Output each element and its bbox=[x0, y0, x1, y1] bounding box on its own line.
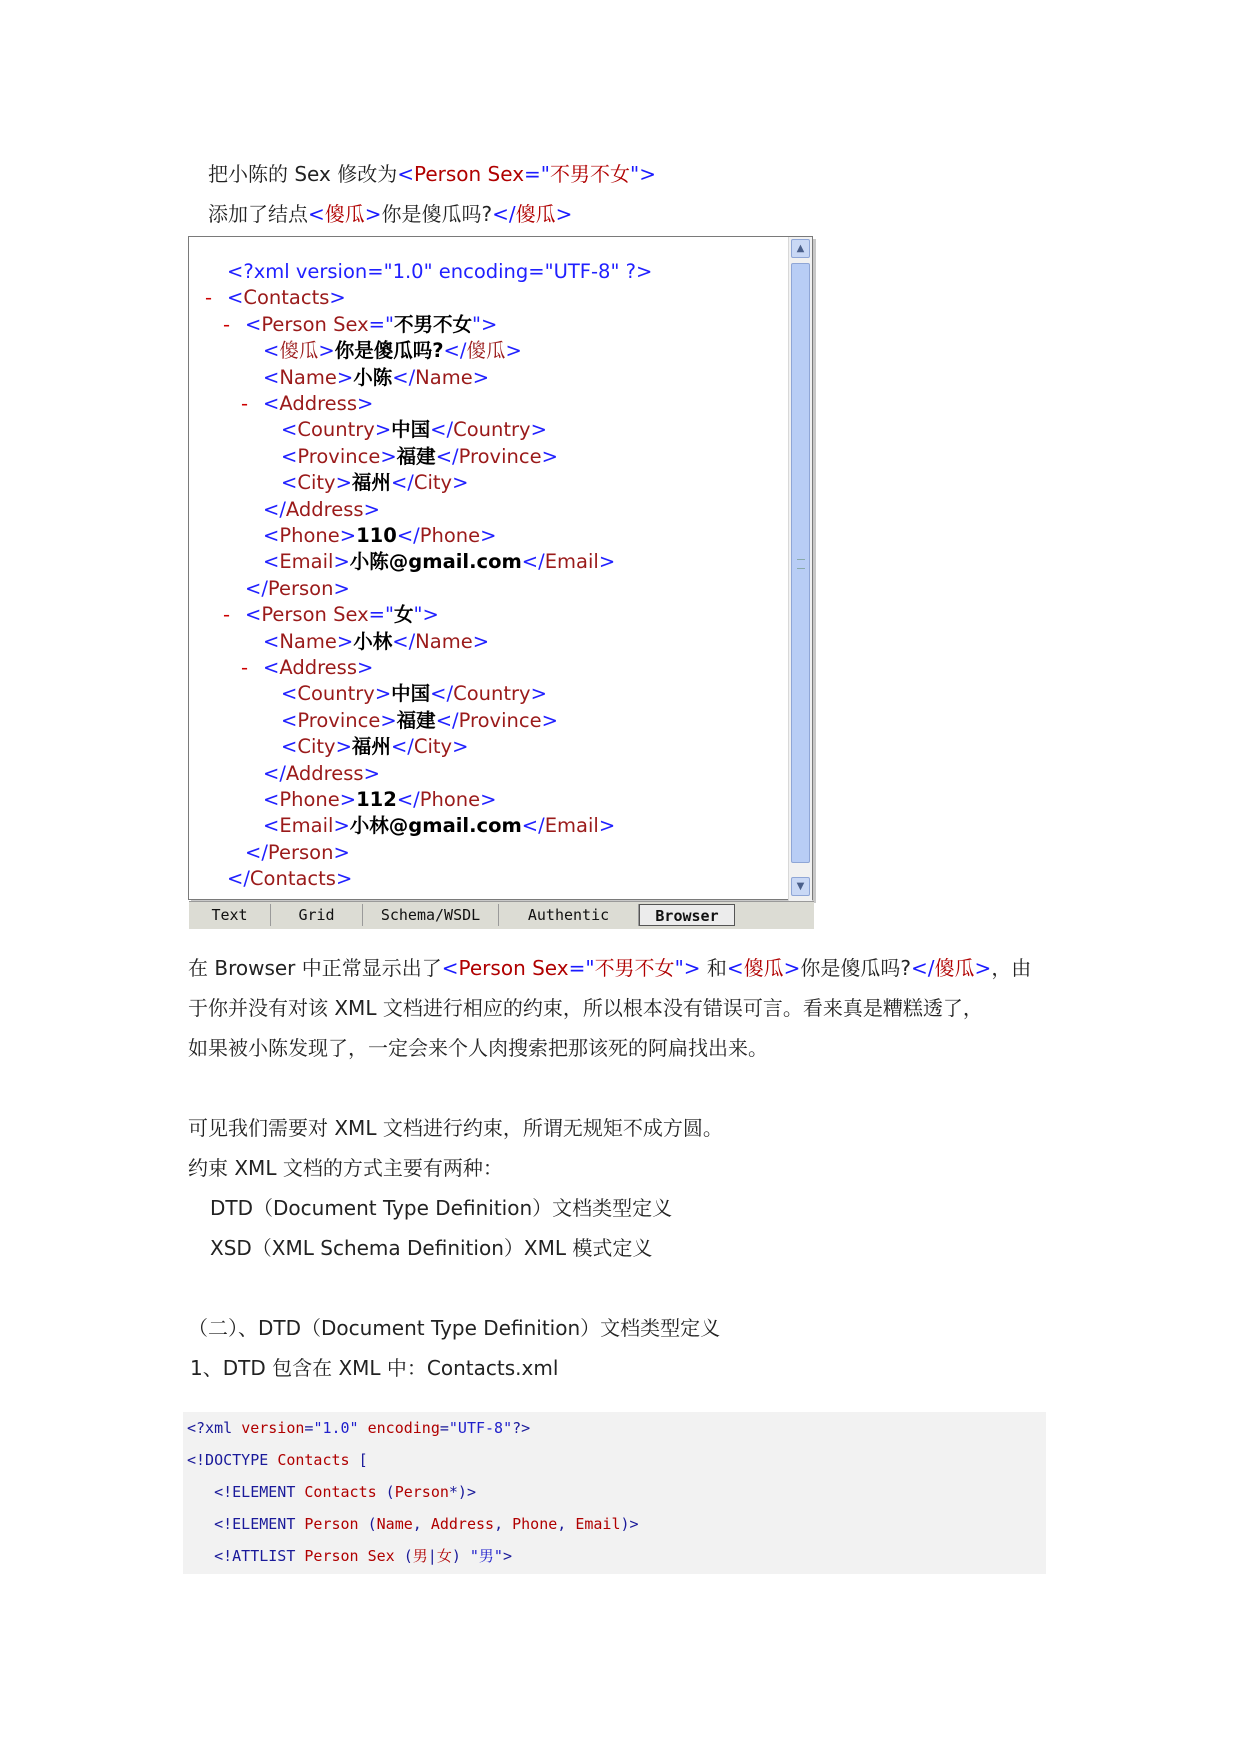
code-token: encoding bbox=[367, 1419, 440, 1437]
bracket: < bbox=[441, 956, 459, 980]
xml-token: Person bbox=[261, 603, 327, 627]
xml-token: </ bbox=[521, 550, 545, 574]
xml-token: 傻瓜 bbox=[466, 339, 506, 363]
xml-token: > bbox=[335, 867, 353, 891]
section-heading-3: 1、DTD 包含在 XML 中：Contacts.xml bbox=[190, 1356, 559, 1380]
xml-token: </ bbox=[396, 788, 420, 811]
xml-token: > bbox=[335, 471, 352, 495]
tab-schema-wsdl[interactable]: Schema/WSDL bbox=[363, 904, 499, 926]
code-token bbox=[359, 1419, 368, 1437]
tag-name: 傻瓜 bbox=[515, 202, 556, 226]
attr-name: Sex bbox=[481, 162, 525, 186]
intro-line-1-text: 把小陈的 Sex 修改为 bbox=[208, 162, 398, 186]
xml-token: < bbox=[281, 444, 298, 468]
code-token: = bbox=[439, 1419, 449, 1437]
tab-grid[interactable]: Grid bbox=[271, 904, 363, 926]
xml-token: </ bbox=[245, 840, 268, 864]
xml-token: < bbox=[263, 656, 280, 679]
bracket: </ bbox=[492, 202, 516, 226]
xml-token: Person bbox=[261, 312, 327, 336]
tag-name: Person bbox=[458, 956, 526, 980]
xml-token: </ bbox=[435, 708, 459, 732]
xml-token: Phone bbox=[279, 788, 340, 811]
tab-browser[interactable]: Browser bbox=[639, 904, 735, 926]
code-token: ( bbox=[394, 1547, 413, 1565]
xml-token: > bbox=[339, 788, 357, 811]
xml-token: 福建 bbox=[396, 708, 436, 732]
section-heading-2: （二）、DTD（Document Type Definition）文档类型定义 bbox=[188, 1316, 721, 1340]
bracket: > bbox=[555, 202, 573, 226]
xml-token: Sex bbox=[326, 312, 369, 336]
xml-token: Address bbox=[279, 656, 358, 679]
xml-token: </ bbox=[263, 497, 286, 521]
code-line bbox=[187, 1476, 476, 1508]
xml-token: > bbox=[333, 840, 350, 864]
xml-token: </ bbox=[227, 867, 250, 891]
xml-token: > bbox=[472, 629, 490, 653]
code-token: ( bbox=[358, 1515, 377, 1533]
xml-token: Phone bbox=[279, 524, 340, 547]
collapse-toggle-icon[interactable]: - bbox=[223, 312, 231, 336]
xml-token: </ bbox=[390, 471, 414, 495]
code-token: , bbox=[412, 1515, 431, 1533]
code-token: Sex bbox=[367, 1547, 395, 1565]
code-token: *)> bbox=[448, 1483, 476, 1501]
xml-token: > bbox=[333, 550, 350, 574]
xml-token: > bbox=[363, 761, 380, 785]
xml-token: > bbox=[333, 814, 350, 838]
code-line bbox=[187, 1412, 530, 1444]
xml-token: 小林 bbox=[353, 629, 393, 653]
xml-token: Name bbox=[415, 365, 473, 389]
xml-token: </ bbox=[396, 524, 420, 547]
xml-token: </ bbox=[430, 682, 454, 706]
xml-token: < bbox=[263, 788, 280, 811]
xml-token: 福州 bbox=[351, 735, 391, 759]
xml-token: < bbox=[245, 603, 262, 627]
tag-name: 傻瓜 bbox=[324, 202, 365, 226]
code-token: | bbox=[427, 1547, 437, 1565]
xml-token: > bbox=[452, 471, 469, 495]
intro-line-2-text: 添加了结点 bbox=[208, 202, 308, 226]
xml-token: 女 bbox=[393, 603, 414, 627]
xml-token: 福州 bbox=[351, 471, 391, 495]
code-token: 女 bbox=[436, 1547, 452, 1565]
code-token: Contacts bbox=[277, 1451, 350, 1469]
attr-name: Sex bbox=[525, 956, 569, 980]
xml-token: </ bbox=[263, 761, 286, 785]
code-token: Address bbox=[430, 1515, 495, 1533]
xml-token: </ bbox=[392, 365, 416, 389]
bracket: </ bbox=[911, 956, 935, 980]
xml-token: </ bbox=[430, 418, 454, 442]
intro-line-2 bbox=[208, 200, 572, 228]
bracket: < bbox=[397, 162, 414, 186]
xml-token: > bbox=[374, 418, 392, 442]
xml-token: 不男不女 bbox=[393, 312, 472, 336]
element-text: 你是傻瓜吗? bbox=[381, 202, 493, 226]
xml-token: > bbox=[541, 444, 558, 468]
section-text-1: 可见我们需要对 XML 文档进行约束，所谓无规矩不成方圆。 bbox=[188, 1116, 723, 1140]
code-line bbox=[187, 1508, 639, 1540]
attr-eq: =" bbox=[524, 162, 550, 186]
xml-token: > bbox=[336, 629, 354, 653]
xml-token: =" bbox=[368, 312, 394, 336]
xml-token: Province bbox=[458, 444, 542, 468]
xml-token: > bbox=[530, 418, 547, 442]
collapse-toggle-icon[interactable]: - bbox=[205, 286, 213, 310]
attr-value: 不男不女 bbox=[594, 956, 675, 980]
xml-token: </ bbox=[521, 814, 545, 838]
xml-token: > bbox=[598, 550, 616, 574]
xml-token: </ bbox=[443, 339, 467, 363]
collapse-toggle-icon[interactable]: - bbox=[241, 656, 249, 679]
code-token: )> bbox=[620, 1515, 639, 1533]
xml-token: 你是傻瓜吗? bbox=[334, 339, 444, 363]
xml-token: < bbox=[281, 471, 298, 495]
scrollbar-thumb[interactable] bbox=[791, 263, 810, 863]
xml-token: < bbox=[281, 735, 298, 759]
tab-authentic[interactable]: Authentic bbox=[499, 904, 639, 926]
xml-token: > bbox=[339, 524, 357, 547]
xml-token: Contacts bbox=[243, 286, 330, 310]
xml-token: < bbox=[263, 524, 280, 547]
xml-token: </ bbox=[392, 629, 416, 653]
code-token: <!ELEMENT bbox=[187, 1515, 305, 1533]
code-token bbox=[359, 1547, 368, 1565]
xml-token: Province bbox=[458, 708, 542, 732]
xml-token: > bbox=[598, 814, 616, 838]
view-tabs bbox=[189, 901, 814, 929]
bracket: < bbox=[726, 956, 744, 980]
xml-token: Province bbox=[297, 444, 381, 468]
xml-token: > bbox=[530, 682, 547, 706]
xml-token: <?xml version="1.0" encoding="UTF-8" ?> bbox=[227, 260, 653, 283]
xml-token: Sex bbox=[326, 603, 369, 627]
xml-token: > bbox=[374, 682, 392, 706]
xml-token: Email bbox=[279, 550, 334, 574]
xml-token: 小林@gmail.com bbox=[349, 814, 522, 838]
xml-token: > bbox=[363, 497, 380, 521]
code-token: ( bbox=[376, 1483, 395, 1501]
xml-token: Name bbox=[279, 365, 337, 389]
code-line bbox=[187, 1444, 368, 1476]
xml-token: "> bbox=[413, 603, 439, 627]
xml-token: Name bbox=[415, 629, 473, 653]
xml-token: < bbox=[227, 286, 244, 310]
xml-token: Province bbox=[297, 708, 381, 732]
code-token: ?> bbox=[512, 1419, 531, 1437]
code-token: Person bbox=[304, 1547, 359, 1565]
element-text: 你是傻瓜吗? bbox=[800, 956, 912, 980]
xml-token: Country bbox=[453, 682, 531, 706]
xml-token: Address bbox=[285, 761, 364, 785]
xml-viewer-screenshot bbox=[188, 236, 813, 925]
xml-token: < bbox=[263, 339, 280, 363]
xml-token: Email bbox=[544, 814, 599, 838]
code-line bbox=[187, 1540, 512, 1572]
xml-tree-view bbox=[189, 237, 788, 899]
code-token: [ bbox=[349, 1451, 368, 1469]
xml-token: > bbox=[318, 339, 335, 363]
xml-token: Country bbox=[297, 418, 375, 442]
xml-token: < bbox=[263, 814, 280, 838]
xml-token: </ bbox=[245, 576, 268, 600]
xml-token: Address bbox=[279, 392, 358, 415]
code-token: ) bbox=[451, 1547, 470, 1565]
xml-token: > bbox=[380, 708, 397, 732]
collapse-toggle-icon[interactable]: - bbox=[223, 603, 231, 627]
xml-token: > bbox=[380, 444, 397, 468]
code-token: , bbox=[494, 1515, 513, 1533]
xml-token: Person bbox=[267, 840, 334, 864]
code-token: <?xml bbox=[187, 1419, 242, 1437]
code-token: 男 bbox=[412, 1547, 428, 1565]
xml-token: "> bbox=[471, 312, 498, 336]
attr-value: 不男不女 bbox=[550, 162, 630, 186]
bracket: < bbox=[308, 202, 325, 226]
xml-token: < bbox=[263, 392, 280, 415]
xml-token: 112 bbox=[356, 788, 397, 811]
xml-token: Country bbox=[453, 418, 531, 442]
xml-token: > bbox=[541, 708, 558, 732]
tag-name: Person bbox=[413, 162, 482, 186]
bracket: > bbox=[364, 202, 382, 226]
section-xsd-item: XSD（XML Schema Definition）XML 模式定义 bbox=[210, 1236, 653, 1260]
code-token: > bbox=[502, 1547, 512, 1565]
code-token: Phone bbox=[512, 1515, 558, 1533]
xml-token: < bbox=[281, 418, 298, 442]
xml-token: > bbox=[357, 392, 374, 415]
xml-token: > bbox=[335, 735, 352, 759]
after-paragraph-line-1 bbox=[188, 954, 1031, 982]
code-token: Contacts bbox=[304, 1483, 377, 1501]
code-token: "男" bbox=[469, 1547, 503, 1565]
code-token: Email bbox=[575, 1515, 621, 1533]
xml-token: < bbox=[263, 365, 280, 389]
tab-text[interactable]: Text bbox=[189, 904, 271, 926]
bracket: "> bbox=[630, 162, 656, 186]
after-paragraph-line-2: 于你并没有对该 XML 文档进行相应的约束，所以根本没有错误可言。看来真是糟糕透了， bbox=[188, 996, 983, 1020]
xml-token: 110 bbox=[356, 524, 397, 547]
xml-token: City bbox=[413, 471, 453, 495]
bracket: > bbox=[783, 956, 801, 980]
xml-token: > bbox=[336, 365, 354, 389]
code-token: Person bbox=[394, 1483, 449, 1501]
paragraph-text: 和 bbox=[700, 956, 727, 980]
xml-token: > bbox=[333, 576, 350, 600]
xml-token: </ bbox=[390, 735, 414, 759]
xml-token: Person bbox=[267, 576, 334, 600]
code-token: "1.0" bbox=[313, 1419, 359, 1437]
bracket: "> bbox=[674, 956, 701, 980]
xml-token: > bbox=[505, 339, 522, 363]
xml-token: 小陈@gmail.com bbox=[349, 550, 522, 574]
xml-token: < bbox=[263, 629, 280, 653]
xml-token: Phone bbox=[419, 788, 481, 811]
xml-token: > bbox=[480, 788, 497, 811]
xml-token: 中国 bbox=[391, 418, 431, 442]
xml-token: 中国 bbox=[391, 682, 431, 706]
xml-token: > bbox=[472, 365, 490, 389]
xml-token: Country bbox=[297, 682, 375, 706]
xml-token: Address bbox=[285, 497, 364, 521]
code-token: , bbox=[557, 1515, 576, 1533]
xml-token: Phone bbox=[419, 524, 481, 547]
xml-token: Email bbox=[279, 814, 334, 838]
xml-token: Contacts bbox=[249, 867, 336, 891]
code-token: <!DOCTYPE bbox=[187, 1451, 278, 1469]
xml-token: < bbox=[245, 312, 262, 336]
xml-token: City bbox=[413, 735, 453, 759]
xml-token: < bbox=[281, 708, 298, 732]
xml-token: =" bbox=[368, 603, 394, 627]
code-token: <!ELEMENT bbox=[187, 1483, 305, 1501]
xml-token: > bbox=[452, 735, 469, 759]
paragraph-text: 在 Browser 中正常显示出了 bbox=[188, 956, 442, 980]
section-text-2: 约束 XML 文档的方式主要有两种： bbox=[188, 1156, 503, 1180]
xml-token: > bbox=[357, 656, 374, 679]
bracket: > bbox=[974, 956, 992, 980]
tag-name: 傻瓜 bbox=[743, 956, 784, 980]
scroll-up-icon[interactable]: ▲ bbox=[791, 239, 810, 258]
code-token: Person bbox=[304, 1515, 359, 1533]
code-token: "UTF-8" bbox=[448, 1419, 513, 1437]
xml-token: City bbox=[297, 735, 336, 759]
xml-token: Email bbox=[544, 550, 599, 574]
code-token: Name bbox=[376, 1515, 413, 1533]
grip-icon bbox=[797, 559, 805, 569]
scroll-down-icon[interactable]: ▼ bbox=[791, 877, 810, 896]
code-block bbox=[183, 1412, 1046, 1574]
xml-token: > bbox=[329, 286, 346, 310]
code-token: = bbox=[304, 1419, 314, 1437]
after-paragraph-line-3: 如果被小陈发现了，一定会来个人肉搜索把那该死的阿扁找出来。 bbox=[188, 1036, 768, 1060]
attr-eq: =" bbox=[568, 956, 595, 980]
vertical-scrollbar[interactable] bbox=[788, 237, 812, 901]
code-token: version bbox=[241, 1419, 305, 1437]
xml-token: < bbox=[263, 550, 280, 574]
intro-line-1 bbox=[208, 160, 656, 188]
xml-token: < bbox=[281, 682, 298, 706]
code-token: <!ATTLIST bbox=[187, 1547, 305, 1565]
xml-token: City bbox=[297, 471, 336, 495]
tag-name: 傻瓜 bbox=[934, 956, 975, 980]
xml-token: 福建 bbox=[396, 444, 436, 468]
xml-token: </ bbox=[435, 444, 459, 468]
xml-token: 傻瓜 bbox=[279, 339, 319, 363]
xml-token: 小陈 bbox=[353, 365, 393, 389]
paragraph-text: ，由 bbox=[991, 956, 1032, 980]
section-dtd-item: DTD（Document Type Definition）文档类型定义 bbox=[210, 1196, 673, 1220]
xml-token: Name bbox=[279, 629, 337, 653]
xml-token: > bbox=[480, 524, 497, 547]
collapse-toggle-icon[interactable]: - bbox=[241, 392, 249, 415]
